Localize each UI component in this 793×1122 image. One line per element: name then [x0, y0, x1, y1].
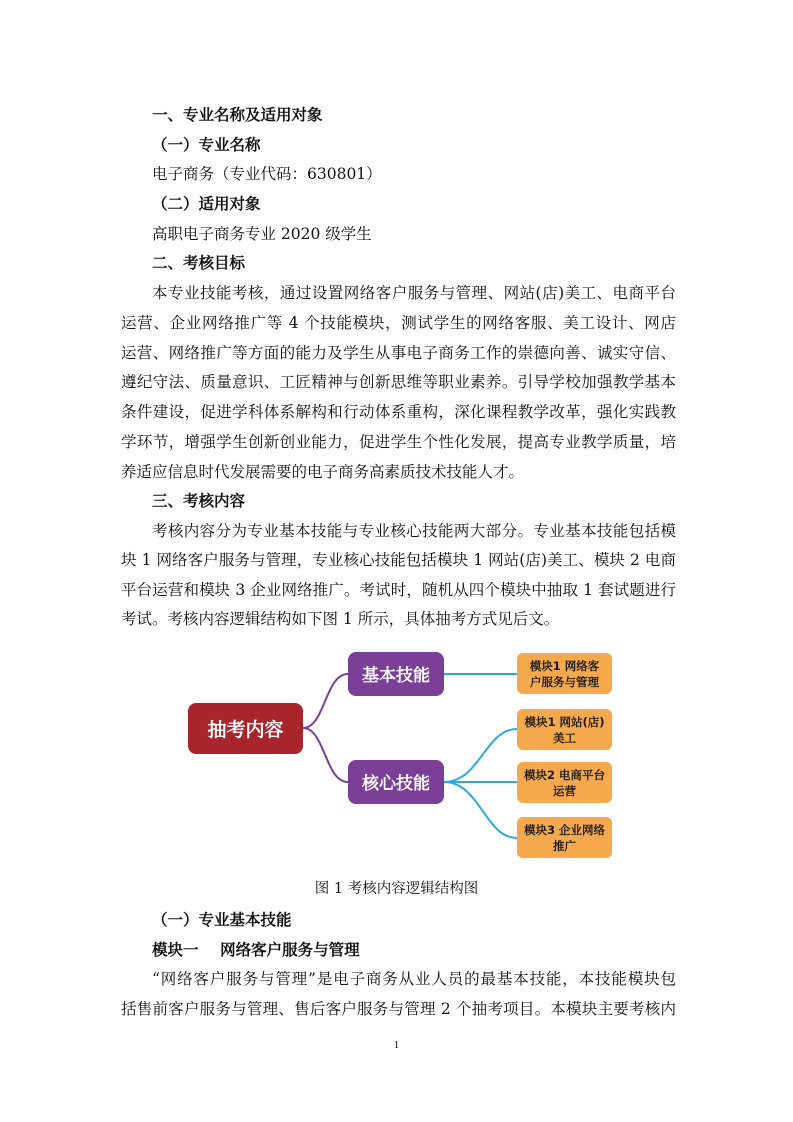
section-3-heading: 三、考核内容 — [152, 492, 246, 510]
core-skill-label: 核心技能 — [362, 774, 430, 794]
paragraph-line: 考核内容分为专业基本技能与专业核心技能两大部分。专业基本技能包括模 — [152, 522, 676, 540]
paragraph-line: 运营、企业网络推广等 4 个技能模块，测试学生的网络客服、美工设计、网店 — [121, 314, 676, 332]
subsection-basic-skill-heading: （一）专业基本技能 — [152, 911, 292, 929]
leaf-label-line: 模块1 网络客 — [529, 659, 600, 673]
subsection-target-heading: （二）适用对象 — [152, 195, 261, 213]
paragraph-line: 运营、网络推广等方面的能力及学生从事电子商务工作的崇德向善、诚实守信、 — [121, 344, 676, 362]
connector-core-leaf2 — [444, 729, 517, 782]
connector-root-basic — [303, 674, 348, 728]
leaf-label-line: 运营 — [553, 784, 576, 798]
leaf-label-line: 推广 — [553, 839, 576, 853]
connector-core-leaf4 — [444, 782, 517, 838]
leaf-module-1-web-design — [517, 709, 612, 750]
paragraph-line: 括售前客户服务与管理、售后客户服务与管理 2 个抽考项目。本模块主要考核内 — [121, 1000, 676, 1018]
module-one-heading: 模块一 网络客户服务与管理 — [152, 941, 360, 959]
paragraph-line: 块 1 网络客户服务与管理，专业核心技能包括模块 1 网站(店)美工、模块 2 电商 — [121, 551, 676, 569]
basic-skill-label: 基本技能 — [362, 666, 430, 686]
paragraph-line: 本专业技能考核，通过设置网络客户服务与管理、网站(店)美工、电商平台 — [152, 284, 676, 302]
leaf-module-2-platform-operation — [517, 762, 612, 803]
figure-caption: 图 1 考核内容逻辑结构图 — [314, 881, 479, 897]
paragraph-line: 遵纪守法、质量意识、工匠精神与创新思维等职业素养。引导学校加强教学基本 — [121, 373, 676, 391]
root-node — [188, 703, 303, 754]
leaf-label-line: 模块2 电商平台 — [523, 768, 606, 782]
leaf-label-line: 户服务与管理 — [530, 675, 599, 689]
core-skill-node — [348, 760, 444, 804]
paragraph-line: 养适应信息时代发展需要的电子商务高素质技术技能人才。 — [121, 463, 525, 481]
major-name-text: 电子商务（专业代码：630801） — [152, 165, 382, 183]
leaf-module-3-network-promotion — [517, 817, 612, 858]
paragraph-line: “网络客户服务与管理”是电子商务从业人员的最基本技能，本技能模块包 — [152, 970, 676, 988]
paragraph-line: 条件建设，促进学科体系解构和行动体系重构，深化课程教学改革，强化实践教 — [121, 403, 676, 421]
section-2-heading: 二、考核目标 — [152, 254, 246, 272]
basic-skill-node — [348, 652, 444, 696]
target-text: 高职电子商务专业 2020 级学生 — [152, 225, 372, 243]
paragraph-line: 学环节，增强学生创新创业能力，促进学生个性化发展，提高专业教学质量，培 — [121, 433, 676, 451]
leaf-module-1-customer-service — [517, 653, 612, 694]
leaf-label-line: 模块1 网站(店) — [524, 715, 605, 729]
leaf-label-line: 模块3 企业网络 — [523, 823, 606, 837]
paragraph-line: 考试。考核内容逻辑结构如下图 1 所示，具体抽考方式见后文。 — [121, 610, 560, 628]
subsection-major-name-heading: （一）专业名称 — [152, 136, 261, 154]
paragraph-line: 平台运营和模块 3 企业网络推广。考试时，随机从四个模块中抽取 1 套试题进行 — [121, 581, 676, 599]
page-number: 1 — [393, 1039, 400, 1051]
connector-root-core — [303, 728, 348, 782]
leaf-label-line: 美工 — [553, 731, 576, 745]
root-node-label: 抽考内容 — [207, 719, 284, 741]
section-1-heading: 一、专业名称及适用对象 — [152, 106, 323, 124]
